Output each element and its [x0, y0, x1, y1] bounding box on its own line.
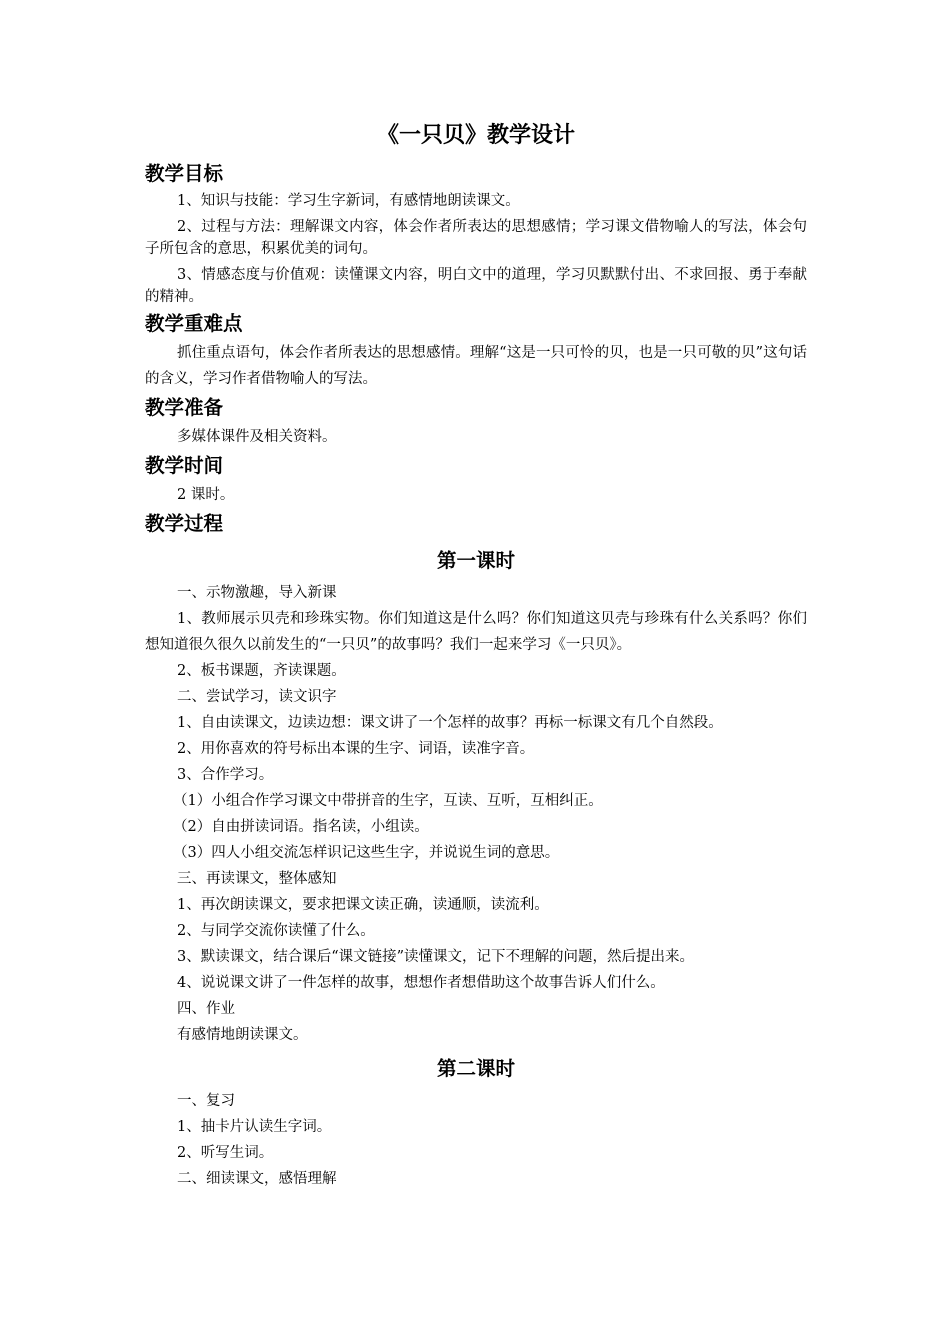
lesson-1-line: （3）四人小组交流怎样识记这些生字，并说说生词的意思。	[173, 845, 560, 861]
lesson-1-line: 2、与同学交流你读懂了什么。	[177, 923, 375, 939]
lesson-1-line: 2、板书课题，齐读课题。	[177, 663, 346, 679]
lesson-1-heading: 第一课时	[436, 549, 515, 572]
lesson-1-line: 一、示物激趣，导入新课	[177, 585, 337, 601]
lesson-2-heading: 第二课时	[436, 1057, 515, 1080]
lesson-1-line: 有感情地朗读课文。	[177, 1027, 308, 1043]
heading-teaching-time: 教学时间	[145, 454, 224, 477]
document-title: 《一只贝》教学设计	[376, 123, 575, 148]
goal-item-2: 2、过程与方法：理解课文内容，体会作者所表达的思想感情；学习课文借物喻人的写法，体会句子所包含的意思，积累优美的词句。	[145, 219, 807, 257]
lesson-2-line: 2、听写生词。	[177, 1145, 274, 1161]
lesson-1-line: （2）自由拼读词语。指名读，小组读。	[173, 819, 429, 835]
lesson-1-line: 1、自由读课文，边读边想：课文讲了一个怎样的故事？再标一标课文有几个自然段。	[177, 715, 723, 731]
lesson-2-line: 1、抽卡片认读生字词。	[177, 1119, 332, 1135]
heading-preparation: 教学准备	[145, 396, 224, 419]
lesson-1-line: 3、合作学习。	[177, 767, 274, 783]
goal-item-1: 1、知识与技能：学习生字新词，有感情地朗读课文。	[177, 193, 520, 209]
lesson-1-line: 三、再读课文，整体感知	[177, 871, 337, 887]
lesson-1-line: 4、说说课文讲了一件怎样的故事，想想作者想借助这个故事告诉人们什么。	[177, 975, 665, 991]
lesson-1-line: 1、教师展示贝壳和珍珠实物。你们知道这是什么吗？你们知道这贝壳与珍珠有什么关系吗？你们想知道很久很久以前发生的“一只贝”的故事吗？我们一起来学习《一只贝》。	[145, 611, 807, 653]
lesson-1-line: 1、再次朗读课文，要求把课文读正确，读通顺，读流利。	[177, 897, 549, 913]
lesson-1-line: （1）小组合作学习课文中带拼音的生字，互读、互听，互相纠正。	[173, 793, 603, 809]
lesson-1-line: 二、尝试学习，读文识字	[177, 689, 337, 705]
lesson-1-line: 2、用你喜欢的符号标出本课的生字、词语，读准字音。	[177, 741, 535, 757]
goal-item-3: 3、情感态度与价值观：读懂课文内容，明白文中的道理，学习贝默默付出、不求回报、勇于奉献的精神。	[145, 267, 807, 305]
lesson-1-line: 3、默读课文，结合课后“课文链接”读懂课文，记下不理解的问题，然后提出来。	[177, 949, 695, 965]
heading-key-points: 教学重难点	[145, 312, 243, 335]
lesson-1-line: 四、作业	[177, 1001, 235, 1017]
lesson-2-line: 一、复习	[177, 1093, 235, 1109]
preparation-text: 多媒体课件及相关资料。	[177, 429, 337, 445]
key-points-text: 抓住重点语句，体会作者所表达的思想感情。理解“这是一只可怜的贝，也是一只可敬的贝”这句话的含义，学习作者借物喻人的写法。	[145, 345, 807, 387]
heading-teaching-goals: 教学目标	[145, 162, 224, 185]
document-page	[145, 118, 807, 1192]
lesson-2-line: 二、细读课文，感悟理解	[177, 1171, 337, 1187]
teaching-time-text: 2 课时。	[177, 487, 235, 503]
heading-teaching-process: 教学过程	[145, 512, 224, 535]
